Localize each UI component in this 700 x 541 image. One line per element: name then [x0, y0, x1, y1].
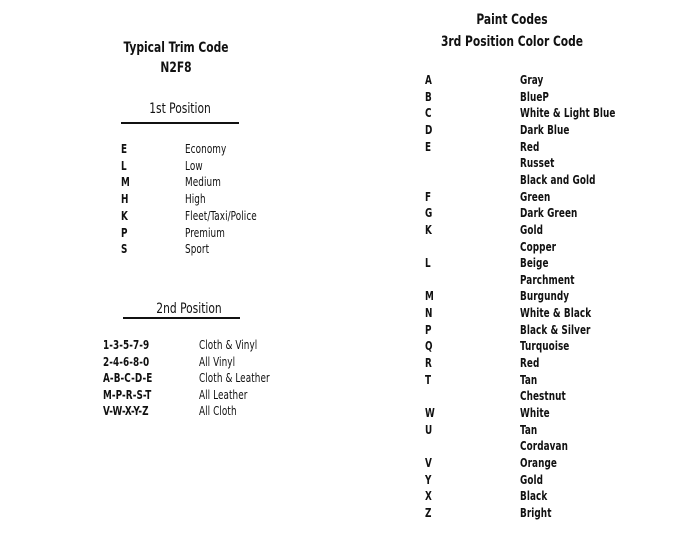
paint-color-name: Dark Green: [520, 206, 578, 221]
paint-color-name: Gold: [520, 472, 544, 487]
paint-code-letter: N: [425, 306, 433, 321]
paint-code-letter: L: [425, 256, 431, 271]
second-position-description: Cloth & Vinyl: [199, 338, 258, 352]
paint-code-letter: Q: [425, 339, 433, 354]
paint-color-name: Turquoise: [520, 339, 570, 354]
paint-code-letter: V: [425, 455, 432, 470]
paint-code-letter: U: [425, 422, 433, 437]
first-position-code: K: [121, 208, 128, 223]
first-position-code: L: [121, 158, 127, 173]
second-position-code: 2-4-6-8-0: [103, 354, 150, 369]
first-position-code: E: [121, 142, 128, 156]
paint-code-letter: D: [425, 122, 433, 137]
paint-code-letter: Y: [425, 472, 432, 487]
paint-color-name: BlueP: [520, 89, 549, 104]
paint-codes-title: Paint Codes: [476, 12, 548, 28]
paint-color-name: Gold: [520, 222, 544, 237]
paint-color-name: Parchment: [520, 272, 575, 287]
paint-code-letter: M: [425, 289, 434, 304]
paint-color-name: Beige: [520, 256, 549, 271]
paint-color-name: Dark Blue: [520, 122, 570, 137]
paint-color-name: White: [520, 406, 550, 420]
second-position-description: All Vinyl: [199, 354, 236, 369]
second-position-code: M-P-R-S-T: [103, 387, 152, 402]
paint-code-letter: G: [425, 206, 433, 221]
paint-color-name: Black & Silver: [520, 322, 591, 337]
first-position-code: H: [121, 192, 129, 207]
paint-color-name: Red: [520, 139, 540, 154]
paint-code-letter: E: [425, 139, 432, 154]
first-position-description: Economy: [185, 142, 227, 156]
paint-code-letter: P: [425, 322, 432, 337]
paint-code-letter: C: [425, 106, 432, 121]
paint-color-name: Green: [520, 189, 551, 204]
paint-color-name: White & Black: [520, 306, 592, 321]
paint-code-letter: B: [425, 89, 432, 104]
second-position-description: Cloth & Leather: [199, 371, 270, 386]
paint-color-name: Bright: [520, 505, 552, 520]
first-position-description: Low: [185, 158, 203, 173]
first-position-description: Premium: [185, 225, 225, 240]
paint-color-name: Gray: [520, 73, 544, 87]
second-position-description: All Leather: [199, 387, 248, 402]
paint-color-name: Tan: [520, 372, 538, 387]
second-position-code: V-W-X-Y-Z: [103, 404, 149, 419]
first-position-code: S: [121, 242, 128, 257]
paint-code-letter: A: [425, 73, 432, 87]
second-position-code: 1-3-5-7-9: [103, 338, 150, 352]
paint-color-name: Copper: [520, 239, 557, 254]
paint-code-letter: F: [425, 189, 432, 204]
paint-color-name: Burgundy: [520, 289, 570, 304]
paint-code-letter: T: [425, 372, 432, 387]
paint-color-name: Chestnut: [520, 389, 566, 404]
paint-codes-subtitle: 3rd Position Color Code: [440, 34, 584, 50]
paint-color-name: Black: [520, 489, 548, 504]
paint-code-letter: X: [425, 489, 432, 504]
paint-code-letter: Z: [425, 505, 432, 520]
paint-color-name: Orange: [520, 455, 558, 470]
first-position-description: Medium: [185, 175, 221, 190]
paint-color-name: Cordavan: [520, 439, 568, 454]
first-position-heading: 1st Position: [149, 101, 211, 117]
first-position-code: M: [121, 175, 130, 190]
paint-code-letter: W: [425, 406, 435, 420]
second-position-code: A-B-C-D-E: [103, 371, 153, 386]
paint-color-name: Russet: [520, 156, 555, 171]
first-position-underline: [121, 122, 239, 124]
second-position-heading: 2nd Position: [156, 301, 222, 317]
second-position-description: All Cloth: [199, 404, 237, 419]
paint-color-name: Black and Gold: [520, 172, 596, 187]
paint-code-letter: K: [425, 222, 432, 237]
trim-title: Typical Trim Code: [123, 40, 229, 56]
paint-color-name: Tan: [520, 422, 538, 437]
first-position-description: Fleet/Taxi/Police: [185, 208, 257, 223]
second-position-underline: [123, 317, 240, 319]
first-position-description: High: [185, 192, 206, 207]
first-position-description: Sport: [185, 242, 210, 257]
trim-example-code: N2F8: [160, 60, 192, 76]
first-position-code: P: [121, 225, 128, 240]
paint-color-name: White & Light Blue: [520, 106, 616, 121]
paint-code-letter: R: [425, 356, 432, 371]
paint-color-name: Red: [520, 356, 540, 371]
